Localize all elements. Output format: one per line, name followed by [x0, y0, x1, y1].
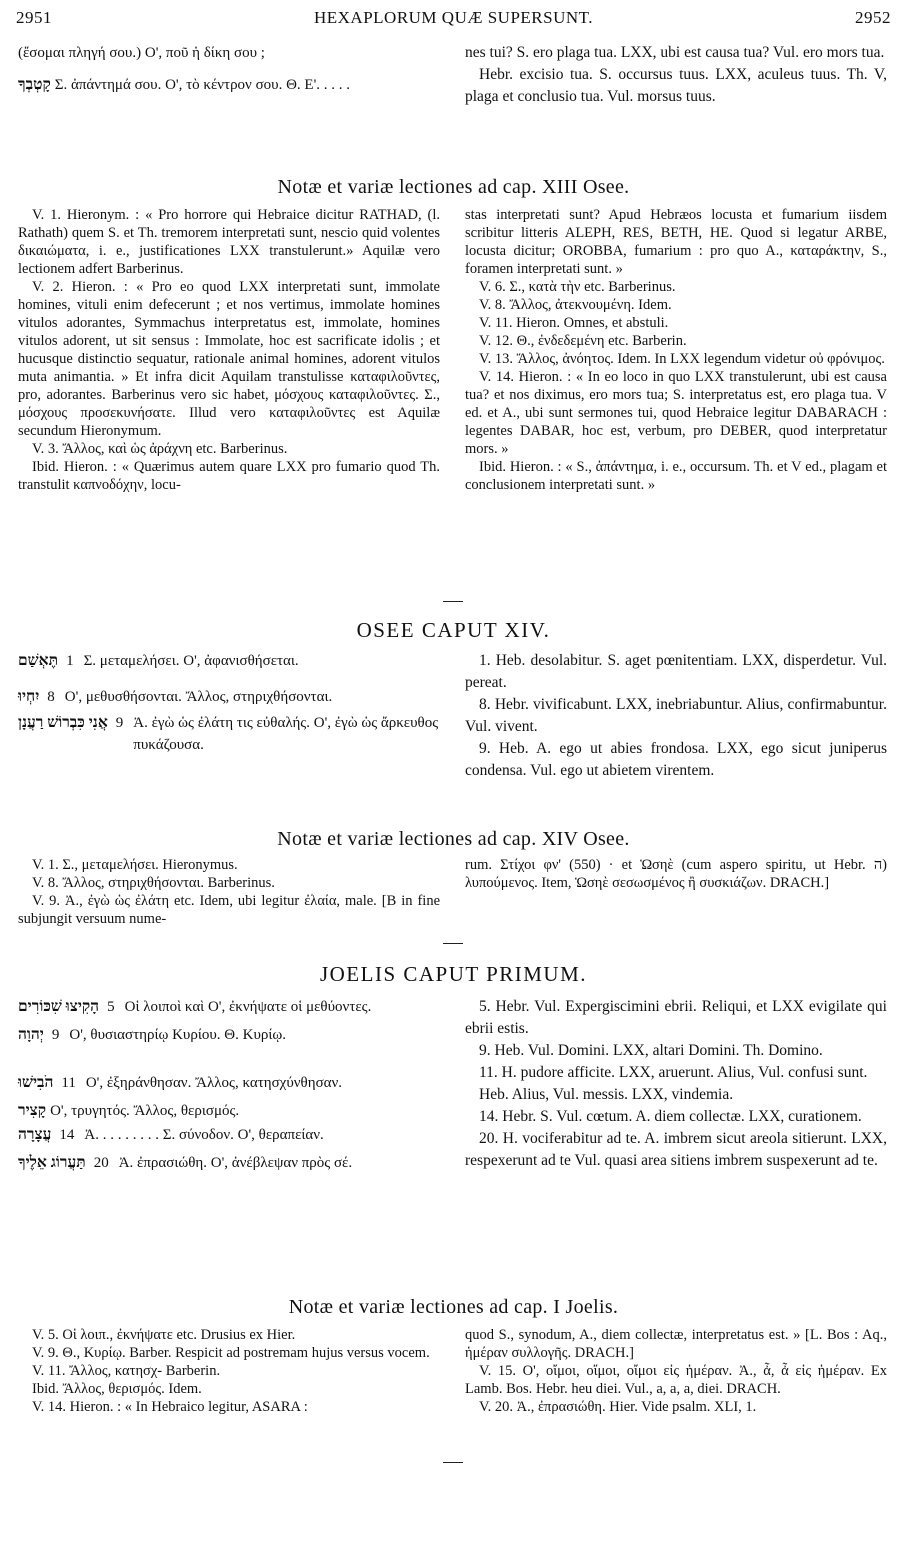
notes-title-xiii: Notæ et variæ lectiones ad cap. XIII Osee.: [277, 176, 630, 198]
notes-xiii: [18, 206, 887, 494]
greek-reading: Ο', τρυγητός. Ἄλλος, θερισμός.: [50, 1103, 240, 1119]
hebrew-lemma: הֹבִישׁוּ: [18, 1074, 54, 1091]
latin-gloss: 1. Heb. desolabitur. S. aget pœnitentiam. LXX, disperdetur. Vul. pereat.: [465, 652, 887, 691]
notes-xiv-right: [465, 856, 887, 928]
greek-reading: Οἱ λοιποὶ καὶ Ο', ἐκνήψατε οἱ μεθύοντες.: [124, 999, 372, 1015]
top-right-column: [465, 42, 887, 108]
joel-i-right: [465, 996, 887, 1174]
note-entry: V. 14. Hieron. : « In Hebraico legitur, ASARA :: [32, 1399, 308, 1415]
reading-row: [18, 1024, 440, 1046]
greek-reading: Ο', ἐξηράνθησαν. Ἄλλος, κατησχύνθησαν.: [85, 1075, 343, 1091]
running-title: HEXAPLORUM QUÆ SUPERSUNT.: [313, 8, 594, 27]
page-number-left: 2951: [16, 8, 52, 27]
reading-row: [18, 1124, 440, 1146]
note-entry: V. 8. Ἄλλος, στηριχθήσονται. Barberinus.: [32, 875, 275, 891]
hebrew-lemma: תַּעֲרוֹג אֵלֶיךָ: [18, 1154, 86, 1171]
notes-xiii-left: [18, 206, 440, 494]
latin-gloss: 9. Heb. A. ego ut abies frondosa. LXX, ego sicut juniperus condensa. Vul. ego ut abietem virentem.: [465, 740, 887, 779]
verse-number: 14: [59, 1127, 75, 1143]
note-entry: V. 15. Ο', οἴμοι, οἴμοι, οἴμοι εἰς ἡμέραν. Ἀ., ἆ, ἆ εἰς ἡμέραν. Ex Lamb. Bos. Hebr. heu diei. Vul., a, a, a, diei. DRACH.: [465, 1363, 887, 1397]
reading-row: [18, 1072, 440, 1094]
note-entry: V. 2. Hieron. : « Pro eo quod LXX interpretati sunt, immolate homines, vituli enim defecerunt ; et nos vertimus, immolate homines vitulos adorantes, Symmachus interpretatus est, immolate, homines vitulos adorent, ut sit sensus : Immolate, hoc est sacrificate idolis ; et hucusque distinctio sequatur, rationale animal homines, adorent vitulos muta animantia. » Et infra dicit Aquilam transtulisse καταφιλοῦντες, pro, adorantes. Barberinus vero sic habet, μόσχους καταφιλοῦντες. Σ., μόσχους προσεκυνήσατε. Illud vero καταφιλοῦντες est Aquilæ secundum Hieronymum.: [18, 279, 440, 439]
top-continuation: [18, 42, 887, 108]
running-head: [16, 8, 891, 34]
greek-reading: Ἀ. . . . . . . . . Σ. σύνοδον. Ο', θεραπείαν.: [84, 1127, 324, 1143]
hebrew-lemma: קָצִיר: [18, 1102, 47, 1119]
note-entry: stas interpretati sunt? Apud Hebræos locusta et fumarium iisdem scribitur litteris ALEPH, RES, BETH, HE. Quod si legatur ARBE, locusta dicitur; OROBBA, fumarium : pro quo A., καταράκτην, S., foramen interpretati sunt. »: [465, 207, 887, 277]
notes-xiv: [18, 856, 887, 928]
note-entry: V. 11. Hieron. Omnes, et abstuli.: [479, 315, 669, 331]
greek-reading: (ἔσομαι πληγή σου.) Ο', ποῦ ἡ δίκη σου ;: [18, 45, 265, 61]
chapter-title-osee-xiv: OSEE CAPUT XIV.: [356, 618, 551, 642]
latin-gloss: 14. Hebr. S. Vul. cœtum. A. diem collectæ. LXX, curationem.: [479, 1108, 862, 1125]
latin-gloss: nes tui? S. ero plaga tua. LXX, ubi est causa tua? Vul. ero mors tua.: [465, 44, 885, 61]
note-entry: V. 14. Hieron. : « In eo loco in quo LXX transtulerunt, ubi est causa tua? et nos diximus, ero mors tua; S. interpretatus est, ero plaga tua. V ed. et A., ubi sunt sermones tui, quod Hebraice legitur DABARACH : legentes DABAR, hoc est, verbum, pro DEBER, quod interpretatur mors. »: [465, 369, 887, 457]
note-entry: V. 1. Hieronym. : « Pro horrore qui Hebraice dicitur RATHAD, (l. Rathath) quem S. et Th. tremorem interpretati sunt, nescio quid volentes δικαιώματα, i. e., justificationes LXX transtulerunt.» Aquilæ vero lectionem adfert Barberinus.: [18, 207, 440, 277]
note-entry: Ibid. Ἄλλος, θερισμός. Idem.: [32, 1381, 202, 1397]
latin-gloss: 5. Hebr. Vul. Expergiscimini ebrii. Reliqui, et LXX evigilate qui ebrii estis.: [465, 998, 887, 1037]
note-entry: Ibid. Hieron. : « S., ἀπάντημα, i. e., occursum. Th. et V ed., plagam et conclusionem interpretati sunt. »: [465, 459, 887, 493]
greek-reading: Ο', θυσιαστηρίῳ Κυρίου. Θ. Κυρίῳ.: [69, 1027, 287, 1043]
note-entry: Ibid. Hieron. : « Quærimus autem quare LXX pro fumario quod Th. transtulit καπνοδόχην, locu-: [18, 459, 440, 493]
notes-title-xiv: Notæ et variæ lectiones ad cap. XIV Osee.: [277, 828, 630, 850]
reading-row: [18, 650, 440, 672]
hebrew-lemma: אֲנִי כִּבְרוֹשׁ רַעֲנָן: [18, 714, 108, 731]
hebrew-lemma: יְהוָה: [18, 1026, 44, 1043]
section-divider: [443, 1462, 463, 1463]
note-entry: V. 12. Θ., ἐνδεδεμένη etc. Barberin.: [479, 333, 687, 349]
osee-xiv-left: [18, 650, 440, 782]
reading-row: [18, 42, 440, 64]
hebrew-lemma: יִחְיוּ: [18, 688, 40, 705]
note-entry: V. 3. Ἄλλος, καὶ ὡς ἀράχνη etc. Barberinus.: [32, 441, 288, 457]
verse-number: 20: [93, 1155, 109, 1171]
reading-row: [18, 686, 440, 708]
notes-joel-i-right: [465, 1326, 887, 1416]
verse-number: 9: [51, 1027, 60, 1043]
greek-reading: Σ. μεταμελήσει. Ο', ἀφανισθήσεται.: [83, 653, 299, 669]
note-entry: V. 1. Σ., μεταμελήσει. Hieronymus.: [32, 857, 238, 873]
note-entry: rum. Στίχοι φν' (550) · et Ὡσηὲ (cum aspero spiritu, ut Hebr. ה) λυπούμενος. Item, Ὡσηὲ σεσωσμένος ἢ συσκιάζων. DRACH.]: [465, 857, 887, 891]
verse-number: 5: [107, 999, 115, 1015]
section-divider: [443, 601, 463, 602]
note-entry: V. 9. Θ., Κυρίῳ. Barber. Respicit ad postremam hujus versus vocem.: [32, 1345, 430, 1361]
latin-gloss: Heb. Alius, Vul. messis. LXX, vindemia.: [479, 1086, 734, 1103]
note-entry: quod S., synodum, A., diem collectæ, interpretatus est. » [L. Bos : Aq., ἡμέραν συλλογῆς. DRACH.]: [465, 1327, 887, 1361]
latin-gloss: 20. H. vociferabitur ad te. A. imbrem sicut areola sitierunt. LXX, respexerunt ad te Vul. quasi area sitiens imbrem suspexerunt ad te.: [465, 1130, 887, 1169]
reading-row: [18, 996, 440, 1018]
greek-reading: Ἀ. ἐγὼ ὡς ἐλάτη τις εὐθαλής. Ο', ἐγὼ ὡς ἄρκευθος πυκάζουσα.: [133, 715, 439, 753]
note-entry: V. 6. Σ., κατὰ τὴν etc. Barberinus.: [479, 279, 676, 295]
notes-xiv-left: [18, 856, 440, 928]
greek-reading: Ἀ. ἐπρασιώθη. Ο', ἀνέβλεψαν πρὸς σέ.: [118, 1155, 353, 1171]
reading-row: [18, 74, 440, 96]
reading-row: [18, 1152, 440, 1174]
chapter-title-joel-i: JOELIS CAPUT PRIMUM.: [319, 962, 588, 986]
notes-xiii-right: [465, 206, 887, 494]
top-left-column: [18, 42, 440, 108]
notes-joel-i: [18, 1326, 887, 1416]
reading-row: [18, 1100, 440, 1122]
joel-i-body: [18, 996, 887, 1174]
page-number-right: 2952: [855, 8, 891, 27]
osee-xiv-right: [465, 650, 887, 782]
verse-number: 1: [66, 653, 74, 669]
greek-reading: Σ. ἀπάντημά σου. Ο', τὸ κέντρον σου. Θ. Ε'. . . . .: [54, 77, 351, 93]
hebrew-lemma: הָקִיצוּ שִׁכּוֹרִים: [18, 998, 100, 1015]
note-entry: V. 13. Ἄλλος, ἀνόητος. Idem. In LXX legendum videtur οὐ φρόνιμος.: [479, 351, 885, 367]
verse-number: 11: [61, 1075, 76, 1091]
notes-title-joel-i: Notæ et variæ lectiones ad cap. I Joelis.: [288, 1296, 619, 1318]
osee-xiv-body: [18, 650, 887, 782]
verse-number: 9: [115, 715, 124, 731]
joel-i-left: [18, 996, 440, 1174]
hebrew-lemma: קָטְבְךָ: [18, 76, 51, 93]
latin-gloss: Hebr. excisio tua. S. occursus tuus. LXX, aculeus tuus. Th. V, plaga et conclusio tua. Vul. morsus tuus.: [465, 66, 887, 105]
greek-reading: Ο', μεθυσθήσονται. Ἄλλος, στηριχθήσονται.: [64, 689, 333, 705]
note-entry: V. 11. Ἄλλος, κατησχ- Barberin.: [32, 1363, 221, 1379]
reading-row: [18, 712, 440, 756]
verse-number: 8: [47, 689, 55, 705]
note-entry: V. 8. Ἄλλος, ἀτεκνουμένη. Idem.: [479, 297, 672, 313]
note-entry: V. 20. Ἀ., ἐπρασιώθη. Hier. Vide psalm. XLI, 1.: [479, 1399, 757, 1415]
latin-gloss: 11. H. pudore afficite. LXX, aruerunt. Alius, Vul. confusi sunt.: [479, 1064, 868, 1081]
notes-joel-i-left: [18, 1326, 440, 1416]
note-entry: V. 9. Ἀ., ἐγὼ ὡς ἐλάτη etc. Idem, ubi legitur ἐλαία, male. [B in fine subjungit versuum nume-: [18, 893, 440, 927]
note-entry: V. 5. Οἱ λοιπ., ἐκνήψατε etc. Drusius ex Hier.: [32, 1327, 296, 1343]
hebrew-lemma: עֲצָרָה: [18, 1126, 52, 1143]
latin-gloss: 8. Hebr. vivificabunt. LXX, inebriabuntur. Alius, confirmabuntur. Vul. vivent.: [465, 696, 887, 735]
hebrew-lemma: תֶּאְשַׁם: [18, 652, 59, 669]
latin-gloss: 9. Heb. Vul. Domini. LXX, altari Domini. Th. Domino.: [479, 1042, 823, 1059]
section-divider: [443, 943, 463, 944]
